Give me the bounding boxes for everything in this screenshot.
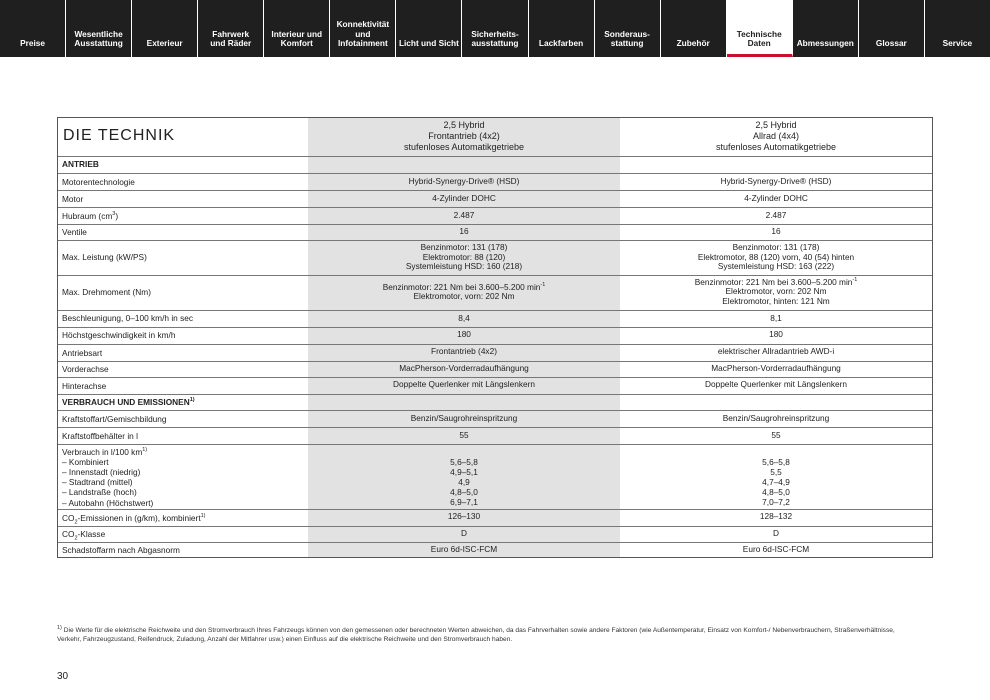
tab-sonderausstattung[interactable]: Sonderaus- stattung <box>595 0 661 57</box>
tab-konnektivitaet[interactable]: Konnektivität und Infotainment <box>330 0 396 57</box>
table-row: Beschleunigung, 0–100 km/h in sec 8,4 8,1 <box>58 310 932 327</box>
spec-table <box>57 117 933 558</box>
table-row: Vorderachse MacPherson-Vorderradaufhängung MacPherson-Vorderradaufhängung <box>58 361 932 377</box>
top-navigation <box>0 0 990 57</box>
tab-preise[interactable]: Preise <box>0 0 66 57</box>
page-number: 30 <box>57 671 69 682</box>
table-row: Max. Leistung (kW/PS) Benzinmotor: 131 (178) Elektromotor: 88 (120) Systemleistung HSD: 160 (218) Benzinmotor: 131 (178) Elektromotor, 88 (120) vorn, 40 (54) hinten Systemleistung HSD: 163 (222) <box>58 240 932 275</box>
tab-lackfarben[interactable]: Lackfarben <box>529 0 595 57</box>
table-row: Hubraum $(cm^3)$ 2.487 2.487 <box>58 207 932 224</box>
tab-interieur[interactable]: Interieur und Komfort <box>264 0 330 57</box>
table-row: Kraftstoffart/Gemischbildung Benzin/Saugrohreinspritzung Benzin/Saugrohreinspritzung <box>58 410 932 427</box>
table-row: Ventile 16 16 <box>58 224 932 240</box>
table-row: $CO_2$-Emissionen in (g/km), kombiniert$^{1)}$ 126–130 128–132 <box>58 509 932 526</box>
table-row: Motor 4-Zylinder DOHC 4-Zylinder DOHC <box>58 190 932 207</box>
table-row: Motorentechnologie Hybrid-Synergy-Drive® (HSD) Hybrid-Synergy-Drive® (HSD) <box>58 173 932 190</box>
tab-sicherheit[interactable]: Sicherheits- ausstattung <box>462 0 528 57</box>
table-row: Kraftstoffbehälter in l 55 55 <box>58 427 932 444</box>
tab-exterieur[interactable]: Exterieur <box>132 0 198 57</box>
footnote: $^{1)}$ Die Werte für die elektrische Reichweite und den Stromverbrauch Ihres Fahrzeugs können von den gemessenen oder berechneten Werten abweichen, da das Fahrverhalten sowie andere Faktoren (wie Außentemperatur, Einsatz von Komfort-/ Nebenverbrauchern, Straßenverhältnisse, Verkehr, Fahrzeugzustand, Reifendruck, Zuladung, Anzahl der Mitfahrer usw.) einen Einfluss auf die elektrische Reichweite und den Stromverbrauch haben. <box>57 625 895 644</box>
column-header-allrad: 2,5 Hybrid Allrad (4x4) stufenloses Automatikgetriebe <box>715 120 837 152</box>
tab-glossar[interactable]: Glossar <box>859 0 925 57</box>
table-row: Höchstgeschwindigkeit in km/h 180 180 <box>58 327 932 344</box>
tab-fahrwerk[interactable]: Fahrwerk und Räder <box>198 0 264 57</box>
table-row: Schadstoffarm nach Abgasnorm Euro 6d-ISC-FCM Euro 6d-ISC-FCM <box>58 542 932 557</box>
table-row: Antriebsart Frontantrieb (4x2) elektrischer Allradantrieb AWD-i <box>58 344 932 361</box>
table-row: Verbrauch in l/100 $km^{1)}$ – Kombiniert – Innenstadt (niedrig) – Stadtrand (mittel) – Landstraße (hoch) – Autobahn (Höchstwert) 5,6–5,8 4,9–5,1 4,9 4,8–5,0 6,9–7,1 5,6–5,8 5,5 4,7–4,9 4,8–5,0 7,0–7,2 <box>58 444 932 509</box>
tab-wesentliche-ausstattung[interactable]: Wesentliche Ausstattung <box>66 0 132 57</box>
table-row: Hinterachse Doppelte Querlenker mit Längslenkern Doppelte Querlenker mit Längslenkern <box>58 377 932 394</box>
table-header <box>58 118 932 157</box>
table-row: $CO_2$-Klasse D D <box>58 526 932 542</box>
tab-technische-daten[interactable]: Technische Daten <box>727 0 793 57</box>
section-row-antrieb: ANTRIEB <box>58 156 932 173</box>
section-row-verbrauch: VERBRAUCH UND EMISSIONEN$^{1)}$ <box>58 394 932 410</box>
tab-service[interactable]: Service <box>925 0 990 57</box>
tab-licht-sicht[interactable]: Licht und Sicht <box>396 0 462 57</box>
tab-abmessungen[interactable]: Abmessungen <box>793 0 859 57</box>
table-row: Max. Drehmoment (Nm) Benzinmotor: 221 Nm bei 3.600–5.200 $\min^{-1}$ Elektromotor, vorn: 202 Nm Benzinmotor: 221 Nm bei 3.600–5.200 $\min^{-1}$ Elektromotor, vorn: 202 Nm Elektromotor, hinten: 121 Nm <box>58 275 932 310</box>
column-header-frontantrieb: 2,5 Hybrid Frontantrieb (4x2) stufenloses Automatikgetriebe <box>403 120 525 152</box>
page-title: DIE TECHNIK <box>63 127 176 144</box>
tab-zubehoer[interactable]: Zubehör <box>661 0 727 57</box>
